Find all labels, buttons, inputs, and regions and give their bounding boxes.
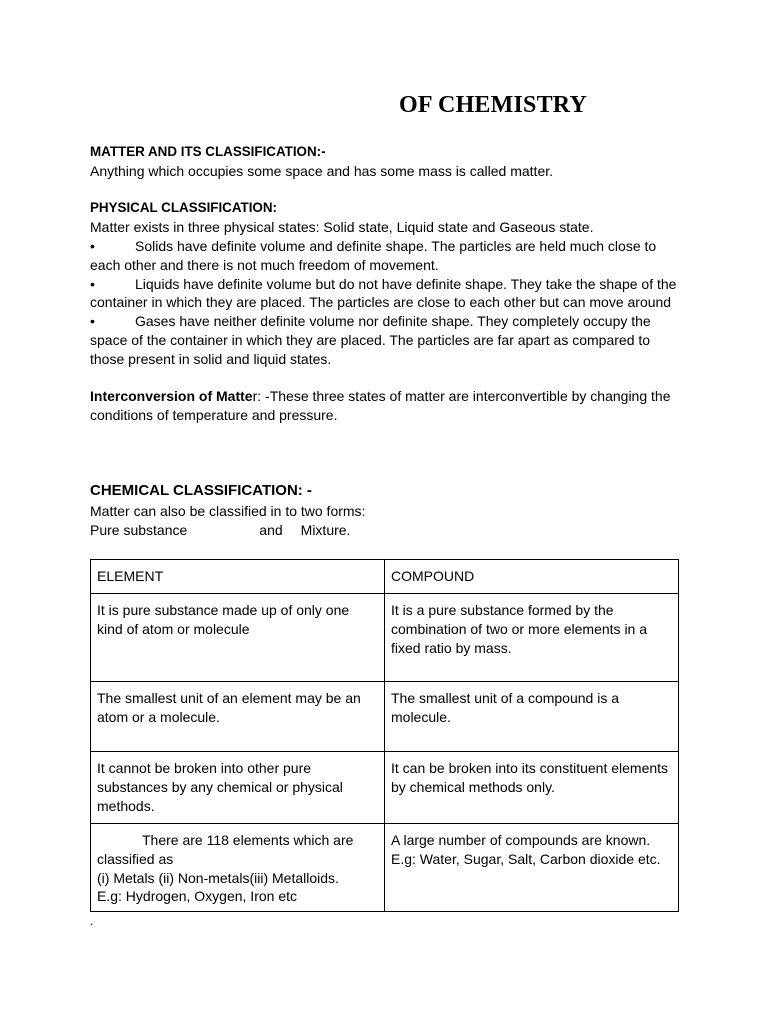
chemical-body (90, 502, 680, 540)
table-cell: It is pure substance made up of only one kind of atom or molecule (91, 594, 385, 682)
table-row (91, 824, 679, 912)
bullet-solids (90, 237, 680, 275)
cell-line-text: There are 118 elements which are classified as (97, 832, 354, 867)
table-header-row (91, 560, 679, 594)
interconversion-text: : -These three states of matter are interconvertible by changing the conditions of temperature and pressure. (90, 388, 671, 424)
chemical-forms (90, 521, 680, 540)
form-mixture: Mixture. (300, 521, 351, 538)
chemical-intro: Matter can also be classified in to two forms: (90, 503, 366, 519)
document-title: OF CHEMISTRY (399, 92, 588, 118)
form-pure-substance: Pure substance (90, 521, 188, 538)
bullet-marker: • (90, 237, 95, 254)
document-body (90, 143, 680, 425)
spacer (90, 369, 680, 388)
bullet-text: Gases have neither definite volume nor definite shape. They completely occupy the space of the container in which they are placed. The particles are far apart as compared to those present in solid and liquid states. (90, 313, 651, 367)
chemical-heading: CHEMICAL CLASSIFICATION: - (90, 482, 312, 499)
matter-heading: MATTER AND ITS CLASSIFICATION:- (90, 144, 326, 159)
interconversion-label: Interconversion of Matte (90, 388, 253, 405)
header-compound: COMPOUND (385, 560, 679, 594)
table-cell: It can be broken into its constituent elements by chemical methods only. (385, 752, 679, 824)
bullet-marker: • (90, 275, 95, 292)
footer-mark: . (90, 914, 94, 928)
bullet-text: Solids have definite volume and definite shape. The particles are held much close to each other and there is not much freedom of movement. (90, 237, 657, 273)
spacer (90, 181, 680, 200)
cell-line: (i) Metals (ii) Non-metals(iii) Metalloids. (97, 869, 339, 886)
table-cell: It is a pure substance formed by the combination of two or more elements in a fixed ratio by mass. (385, 594, 679, 682)
table-row (91, 594, 679, 682)
bullet-marker: • (90, 313, 95, 330)
table-row (91, 752, 679, 824)
physical-heading: PHYSICAL CLASSIFICATION: (90, 200, 277, 216)
form-and: and (259, 521, 283, 538)
cell-line: E.g: Water, Sugar, Salt, Carbon dioxide etc. (391, 850, 661, 867)
cell-line: A large number of compounds are known. (391, 832, 651, 848)
cell-line: E.g: Hydrogen, Oxygen, Iron etc (97, 888, 297, 905)
table-cell: It cannot be broken into other pure substances by any chemical or physical methods. (91, 752, 385, 824)
table-cell: The smallest unit of a compound is a molecule. (385, 682, 679, 752)
header-element: ELEMENT (91, 560, 385, 594)
bullet-gases (90, 312, 680, 368)
matter-definition: Anything which occupies some space and has some mass is called matter. (90, 162, 554, 179)
table-cell (385, 824, 679, 912)
bullet-liquids (90, 275, 680, 313)
physical-intro: Matter exists in three physical states: Solid state, Liquid state and Gaseous state. (90, 219, 594, 236)
bullet-text: Liquids have definite volume but do not have definite shape. They take the shape of the container in which they are placed. The particles are close to each other but can move around (90, 275, 677, 311)
table-cell (91, 824, 385, 912)
element-compound-table (90, 559, 679, 912)
interconversion-paragraph (90, 387, 680, 425)
cell-line (97, 831, 378, 869)
interconversion-label-tail: r (252, 388, 258, 405)
table-cell: The smallest unit of an element may be an atom or a molecule. (91, 682, 385, 752)
table-row (91, 682, 679, 752)
